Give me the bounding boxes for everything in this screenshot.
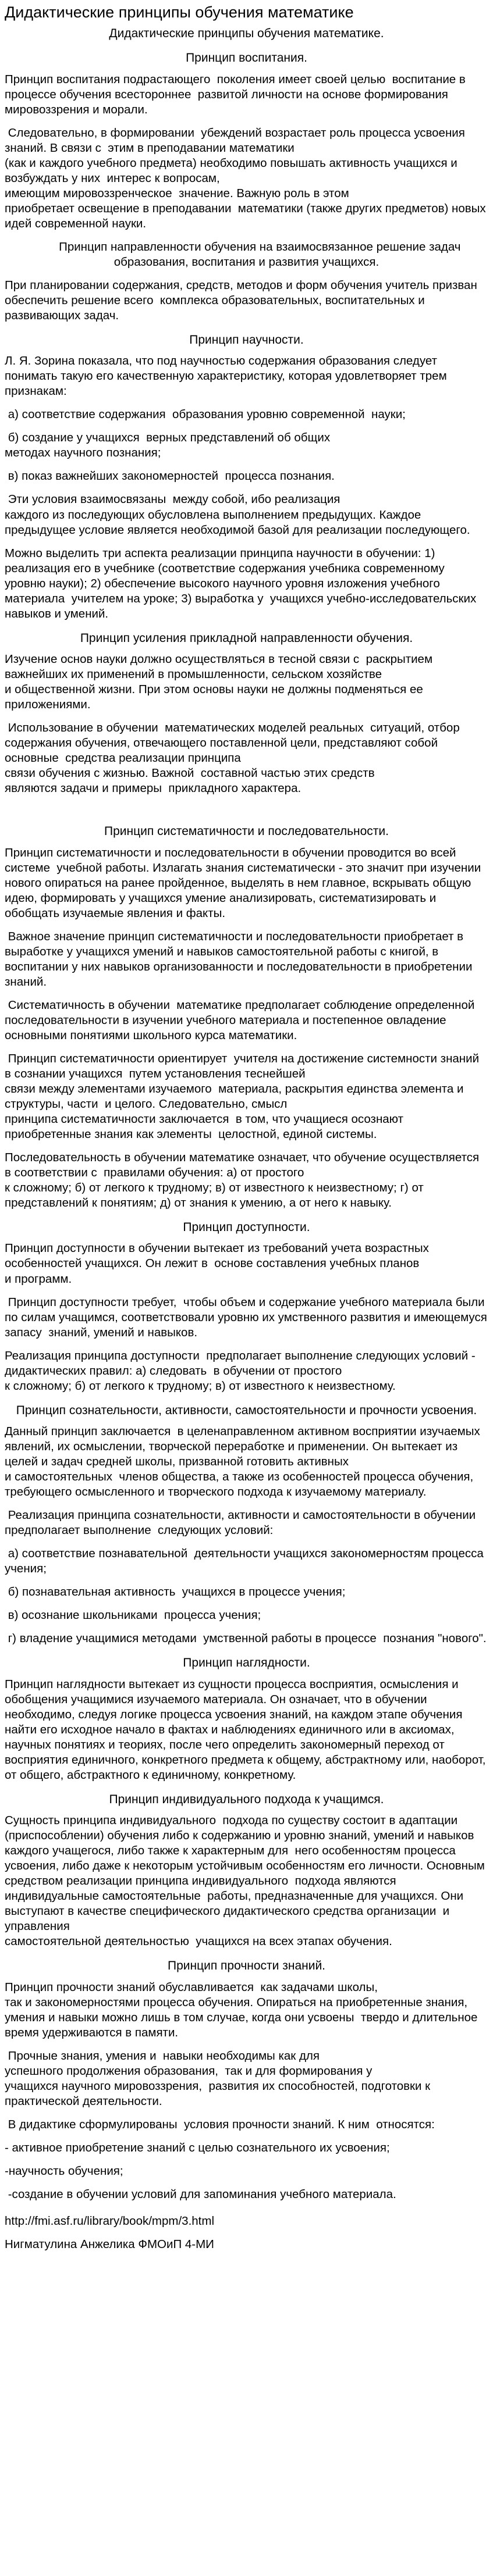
paragraph: Принцип систематичности и последовательности в обучении проводится во всей системе учебной работы. Излагать знания систематически - это значит при изучении нового опираться на ранее пройденное, выделять в нем главное, вскрывать общую идею, формировать у учащихся умение анализировать, систематизировать и обобщать изучаемые явления и факты. bbox=[5, 845, 484, 920]
section-naglyadnost bbox=[5, 1656, 488, 1782]
section-heading-prikladnaya: Принцип усиления прикладной направленности обучения. bbox=[80, 631, 413, 645]
paragraph: Принцип прочности знаний обуславливается как задачами школы, так и закономерностями процесса обучения. Опираться на приобретенные знания, умения и навыки можно лишь в том случае, когда они усвоены твердо и длительное время удерживаются в памяти. bbox=[5, 1980, 478, 2039]
paragraph: Данный принцип заключается в целенаправленном активном восприятии изучаемых явлений, их осмыслении, творческой переработке и применении. Он вытекает из целей и задач средней школы, призванной готовить активных и самостоятельных членов общества, а также из особенностей процесса обучения, требующего осмысленного и творческого подхода к изучаемому материалу. bbox=[5, 1424, 480, 1499]
section-heading-soznatelnost: Принцип сознательности, активности, самостоятельности и прочности усвоения. bbox=[16, 1403, 477, 1417]
list-item: в) осознание школьниками процесса учения; bbox=[5, 1608, 261, 1622]
section-soznatelnost bbox=[5, 1403, 488, 1647]
paragraph: Изучение основ науки должно осуществляться в тесной связи с раскрытием важнейших их применений в промышленности, сельском хозяйстве и общественной жизни. При этом основы науки не должны подменяться ее приложениями. bbox=[5, 652, 433, 712]
paragraph: Принцип доступности в обучении вытекает из требований учета возрастных особенностей учащихся. Он лежит в основе составления учебных планов и программ. bbox=[5, 1241, 429, 1286]
paragraph: Использование в обучении математических моделей реальных ситуаций, отбор содержания обучения, отвечающего поставленной цели, представляют собой основные средства реализации принципа связи обучения с жизнью. Важной составной частью этих средств являются задачи и примеры прикладного характера. bbox=[5, 721, 460, 795]
section-prikladnaya bbox=[5, 631, 488, 797]
paragraph: Систематичность в обучении математике предполагает соблюдение определенной последовательности в изучении учебного материала и постепенное овладение основными понятиями школьного курса математики. bbox=[5, 998, 478, 1042]
list-item: г) владение учащимися методами умственной работы в процессе познания "нового". bbox=[5, 1632, 487, 1646]
section-heading-dostupnost: Принцип доступности. bbox=[183, 1221, 310, 1235]
list-item: - активное приобретение знаний с целью сознательного их усвоения; bbox=[5, 2140, 390, 2154]
list-item: -научность обучения; bbox=[5, 2164, 123, 2178]
list-item: а) соответствие содержания образования уровню современной науки; bbox=[5, 408, 406, 422]
author-line: Нигматулина Анжелика ФМОиП 4-МИ bbox=[5, 2238, 214, 2252]
paragraph: Можно выделить три аспекта реализации принципа научности в обучении: 1) реализация его в учебнике (соответствие содержания учебника современному уровню науки); 2) обеспечение высокого научного уровня изложения учебного материала учителем на уроке; 3) выработка у учащихся учебно-исследовательских навыков и умений. bbox=[5, 546, 483, 620]
section-vospitanie bbox=[5, 51, 488, 323]
section-heading-individualny-podhod: Принцип индивидуального подхода к учащимся. bbox=[109, 1792, 384, 1806]
list-item: -создание в обучении условий для запоминания учебного материала. bbox=[5, 2187, 396, 2201]
paragraph: Сущность принципа индивидуального подхода по существу состоит в адаптации (приспособлении) обучения либо к содержанию и уровню знаний, умений и навыков каждого учащегося, либо также к характерным для него особенностям процесса усвоения, либо даже к некоторым устойчивым особенностям его личности. Основным средством реализации принципа индивидуального подхода являются индивидуальные самостоятельные работы, предназначенные для учащихся. Они выступают в качестве специфического дидактического средства организации и управления самостоятельной деятельностью учащихся на всех этапах обучения. bbox=[5, 1814, 485, 1949]
document-title: Дидактические принципы обучения математике bbox=[5, 3, 354, 21]
list-item: в) показ важнейших закономерностей процесса познания. bbox=[5, 469, 335, 483]
section-heading-vospitanie: Принцип воспитания. bbox=[186, 51, 307, 65]
section-heading-nauchnost: Принцип научности. bbox=[189, 333, 304, 347]
paragraph: Следовательно, в формировании убеждений возрастает роль процесса усвоения знаний. В связи с этим в преподавании математики (как и каждого учебного предмета) необходимо повышать активность учащихся и возбуждать у них интерес к вопросам, имеющим мировоззренческое значение. Важную роль в этом приобретает освещение в преподавании математики (также других предметов) новых идей современной науки. bbox=[5, 126, 486, 230]
document-footer bbox=[5, 2214, 488, 2252]
paragraph: Последовательность в обучении математике означает, что обучение осуществляется в соответствии с правилами обучения: а) от простого к сложному; б) от легкого к трудному; в) от известного к неизвестному; г) от представлений к понятиям; д) от знания к умению, а от него к навыку. bbox=[5, 1151, 480, 1210]
paragraph: Принцип доступности требует, чтобы объем и содержание учебного материала были по силам учащимся, соответствовали уровню их умственного развития и имеющемуся запасу знаний, умений и навыков. bbox=[5, 1295, 491, 1339]
section-prochnost bbox=[5, 1958, 488, 2202]
list-item: б) создание у учащихся верных представлений об общих методах научного познания; bbox=[5, 431, 331, 460]
paragraph: Реализация принципа сознательности, активности и самостоятельности в обучении предполагает выполнение следующих условий: bbox=[5, 1508, 479, 1537]
section-sistematichnost bbox=[5, 824, 488, 1211]
paragraph: Принцип систематичности ориентирует учителя на достижение системности знаний в сознании учащихся путем установления теснейшей связи между элементами изучаемого материала, раскрытия единства элемента и структуры, части и целого. Следовательно, смысл принципа систематичности заключается в том, что учащиеся осознают приобретенные знания как элементы целостной, единой системы. bbox=[5, 1051, 480, 1141]
paragraph: Принцип воспитания подрастающего поколения имеет своей целью воспитание в процессе обучения всестороннее развитой личности на основе формирования мировоззрения и морали. bbox=[5, 72, 469, 116]
subheading-paragraph: Принцип направленности обучения на взаимосвязанное решение задач образования, воспитания и развития учащихся. bbox=[32, 240, 464, 269]
paragraph: В дидактике сформулированы условия прочности знаний. К ним относятся: bbox=[5, 2117, 435, 2131]
paragraph: Важное значение принцип систематичности и последовательности приобретает в выработке у учащихся умений и навыков самостоятельной работы с книгой, в воспитании у них навыков организованности и последовательности в приобретении знаний. bbox=[5, 929, 476, 989]
paragraph: Реализация принципа доступности предполагает выполнение следующих условий - дидактических правил: а) следовать в обучении от простого к сложному; б) от легкого к трудному; в) от известного к неизвестному. bbox=[5, 1348, 476, 1393]
list-item: б) познавательная активность учащихся в процессе учения; bbox=[5, 1585, 346, 1599]
section-heading-naglyadnost: Принцип наглядности. bbox=[183, 1656, 310, 1670]
section-nauchnost bbox=[5, 333, 488, 622]
section-heading-prochnost: Принцип прочности знаний. bbox=[167, 1959, 326, 1973]
list-item: а) соответствие познавательной деятельности учащихся закономерностям процесса учения; bbox=[5, 1547, 487, 1576]
paragraph: Прочные знания, умения и навыки необходимы как для успешного продолжения образования, так и для формирования у учащихся научного мировоззрения, развития их способностей, подготовки к практической деятельности. bbox=[5, 2049, 431, 2108]
paragraph: Л. Я. Зорина показала, что под научностью содержания образования следует понимать такую его качественную характеристику, которая удовлетворяет трем признакам: bbox=[5, 354, 451, 398]
document-subtitle: Дидактические принципы обучения математике. bbox=[109, 27, 384, 41]
paragraph: Эти условия взаимосвязаны между собой, ибо реализация каждого из последующих обусловлена выполнением предыдущих. Каждое предыдущее условие является необходимой базой для реализации последующего. bbox=[5, 493, 470, 537]
paragraph: Принцип наглядности вытекает из сущности процесса восприятия, осмысления и обобщения учащимися изучаемого материала. Он означает, что в обучении необходимо, следуя логике процесса усвоения знаний, на каждом этапе обучения найти его исходное начало в фактах и наблюдениях единичного или в аксиомах, научных понятиях и теориях, после чего определить закономерный переход от восприятия единичного, конкретного предмета к общему, абстрактному или, наоборот, от общего, абстрактного к единичному, конкретному. bbox=[5, 1677, 490, 1782]
section-heading-sistematichnost: Принцип систематичности и последовательности. bbox=[104, 825, 389, 839]
section-individualny-podhod bbox=[5, 1792, 488, 1950]
section-dostupnost bbox=[5, 1220, 491, 1394]
source-url: http://fmi.asf.ru/library/book/mpm/3.html bbox=[5, 2214, 215, 2228]
paragraph: При планировании содержания, средств, методов и форм обучения учитель призван обеспечить решение всего комплекса образовательных, воспитательных и развивающих задач. bbox=[5, 278, 481, 322]
